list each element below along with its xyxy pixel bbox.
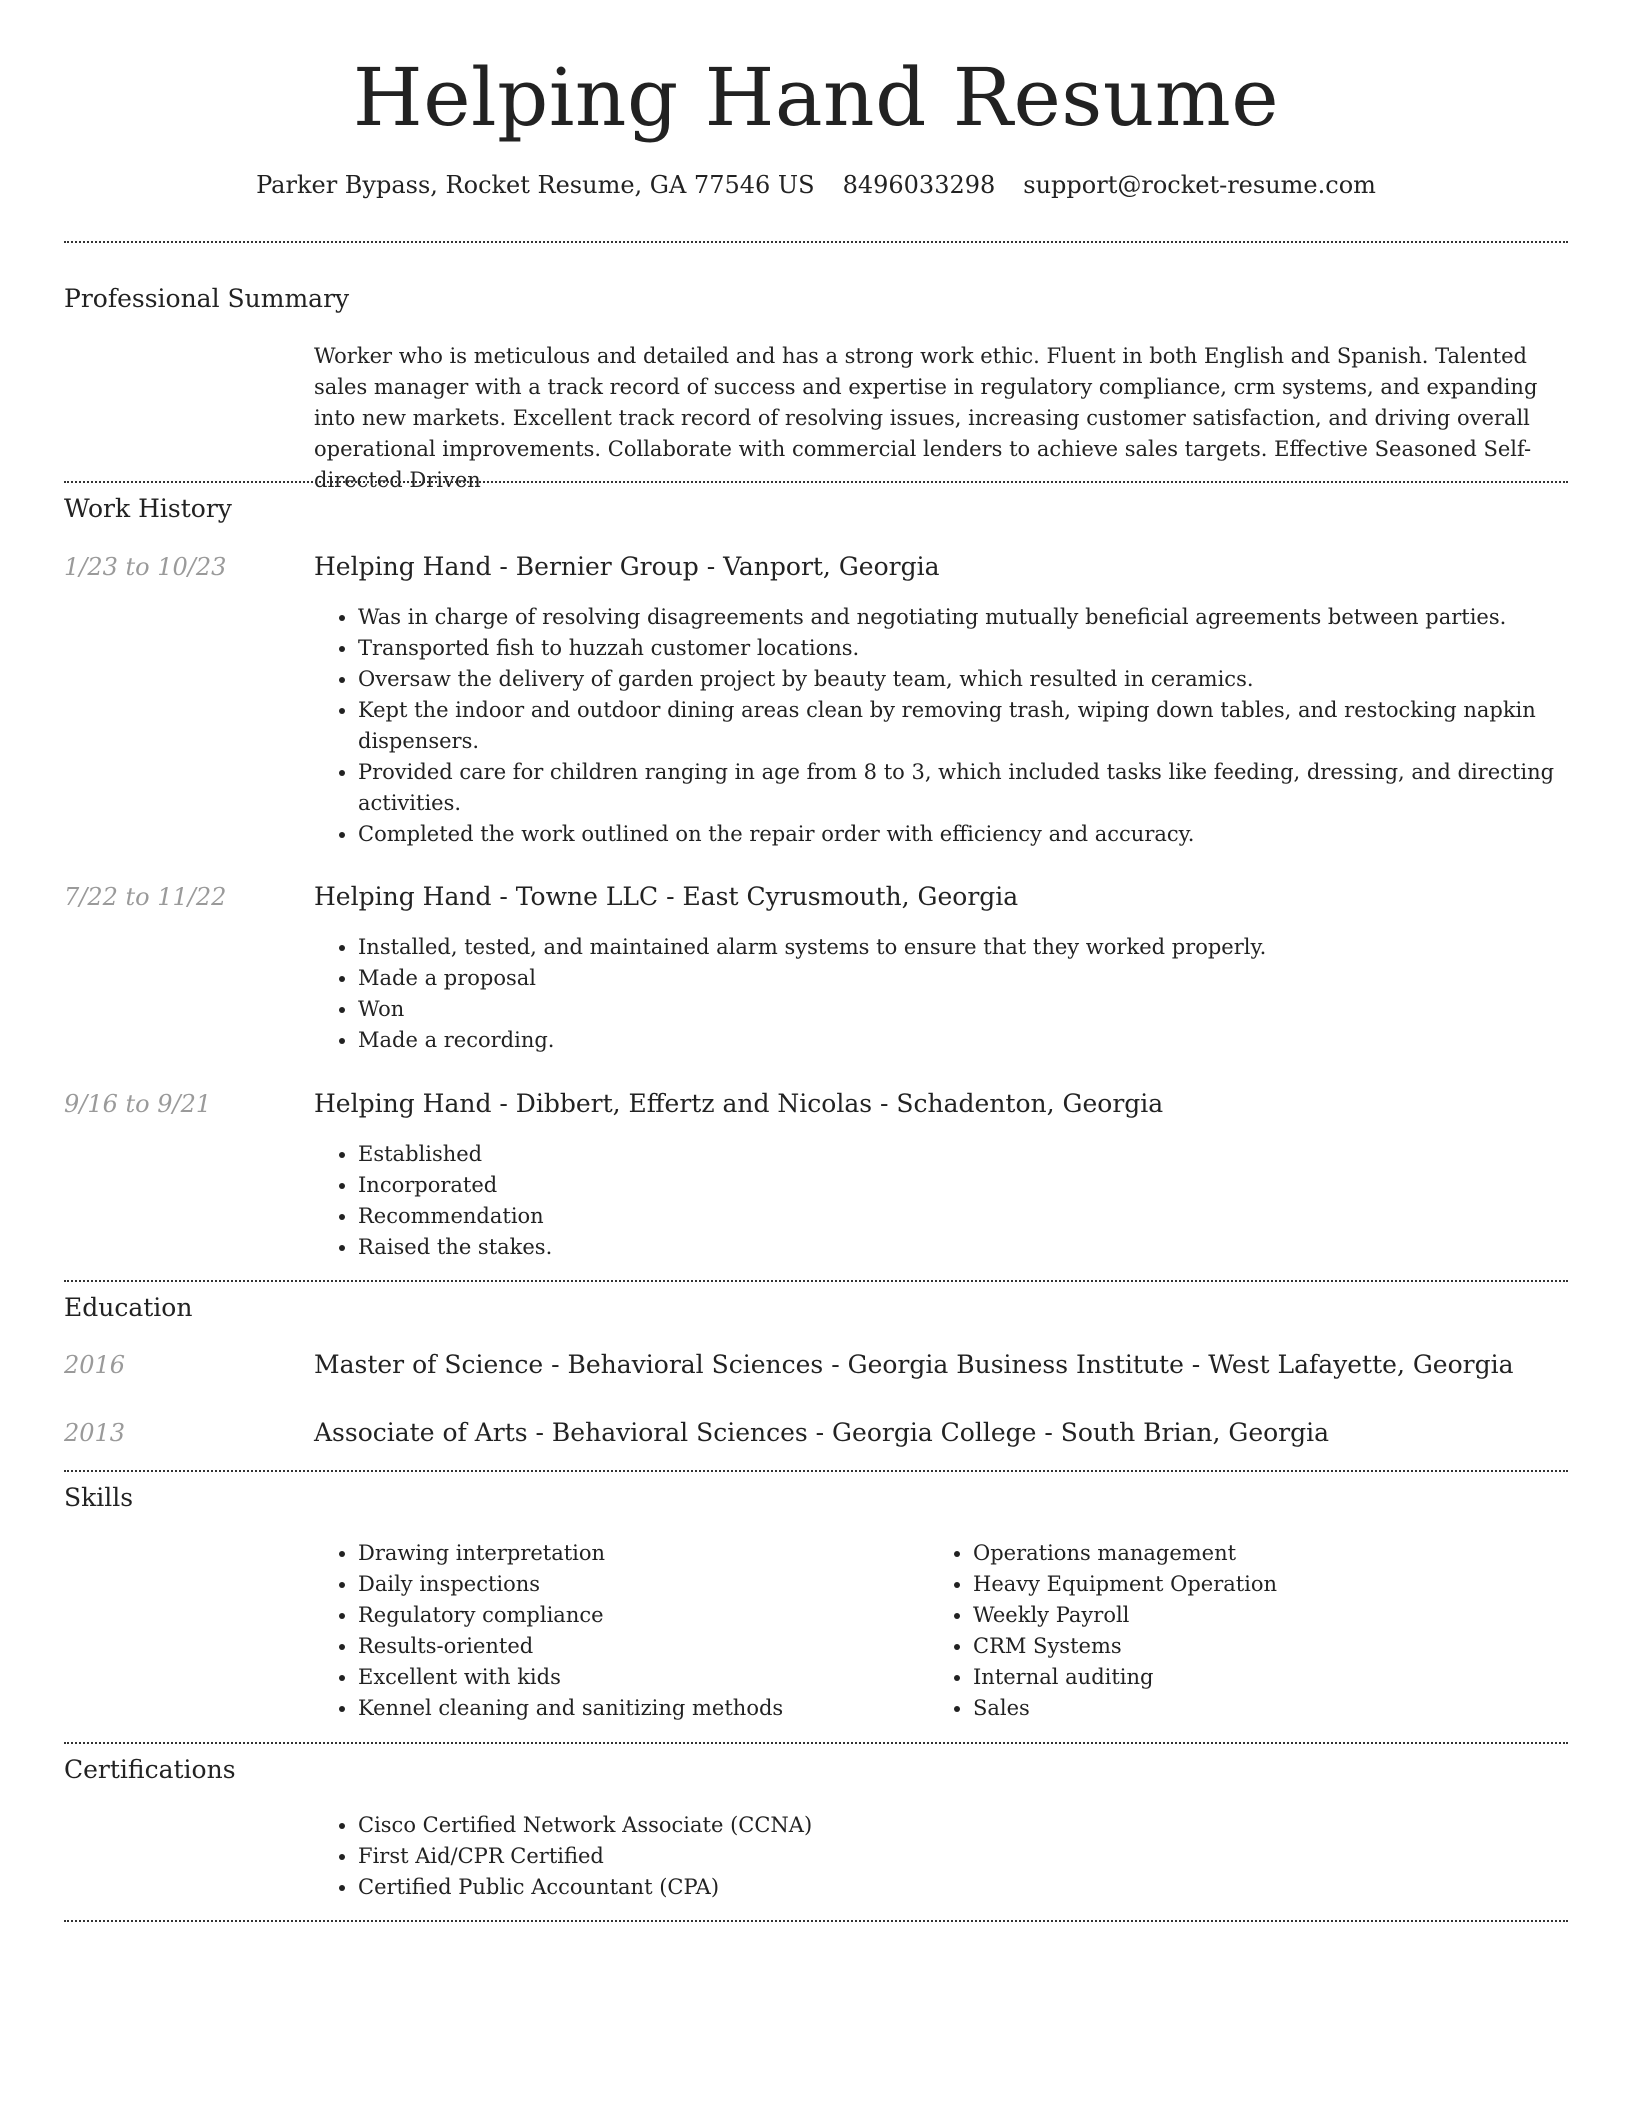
list-item: • Daily inspections bbox=[358, 1569, 918, 1600]
job-dates: 1/23 to 10/23 bbox=[64, 553, 227, 581]
list-item: • Sales bbox=[973, 1693, 1573, 1724]
list-item: • Recommendation bbox=[358, 1201, 1578, 1232]
list-item: • Incorporated bbox=[358, 1170, 1578, 1201]
contact-address: Parker Bypass, Rocket Resume, GA 77546 US bbox=[256, 171, 815, 199]
list-item: • Provided care for children ranging in age from 8 to 3, which included tasks like feeding, dressing, and directing activities. bbox=[358, 757, 1578, 819]
job-heading: Helping Hand - Dibbert, Effertz and Nicolas - Schadenton, Georgia bbox=[314, 1089, 1164, 1118]
list-item: • Made a recording. bbox=[358, 1025, 1578, 1056]
list-item: • Operations management bbox=[973, 1538, 1573, 1569]
job-dates: 9/16 to 9/21 bbox=[64, 1090, 212, 1118]
list-item: • Won bbox=[358, 994, 1578, 1025]
list-item: • Installed, tested, and maintained alarm systems to ensure that they worked properly. bbox=[358, 932, 1578, 963]
job-bullets bbox=[314, 932, 1578, 1056]
divider bbox=[64, 241, 1568, 243]
list-item: • Transported fish to huzzah customer locations. bbox=[358, 633, 1578, 664]
job-bullets bbox=[314, 1139, 1578, 1263]
divider bbox=[64, 1280, 1568, 1282]
list-item: • Completed the work outlined on the repair order with efficiency and accuracy. bbox=[358, 819, 1578, 850]
education-degree: Associate of Arts - Behavioral Sciences - Georgia College - South Brian, Georgia bbox=[314, 1418, 1330, 1447]
job-heading: Helping Hand - Bernier Group - Vanport, Georgia bbox=[314, 552, 940, 581]
list-item: • Drawing interpretation bbox=[358, 1538, 918, 1569]
list-item: • Made a proposal bbox=[358, 963, 1578, 994]
list-item: • Kennel cleaning and sanitizing methods bbox=[358, 1693, 918, 1724]
list-item: • Cisco Certified Network Associate (CCNA) bbox=[358, 1810, 1578, 1841]
contact-line bbox=[0, 170, 1632, 201]
list-item: • Internal auditing bbox=[973, 1662, 1573, 1693]
list-item: • Excellent with kids bbox=[358, 1662, 918, 1693]
list-item: • Weekly Payroll bbox=[973, 1600, 1573, 1631]
section-title-summary: Professional Summary bbox=[64, 284, 350, 313]
education-year: 2016 bbox=[64, 1351, 126, 1379]
contact-phone: 8496033298 bbox=[842, 171, 996, 199]
section-title-education: Education bbox=[64, 1293, 193, 1322]
list-item: • Established bbox=[358, 1139, 1578, 1170]
divider bbox=[64, 481, 1568, 483]
divider bbox=[64, 1742, 1568, 1744]
summary-text: Worker who is meticulous and detailed and has a strong work ethic. Fluent in both English and Spanish. Talented sales manager with a track record of success and expertise in regulatory compliance, crm systems, and expanding into new markets. Excellent track record of resolving issues, increasing customer satisfaction, and driving overall operational improvements. Collaborate with commercial lenders to achieve sales targets. Effective Seasoned Self-directed Driven bbox=[314, 344, 1538, 492]
section-title-certifications: Certifications bbox=[64, 1755, 236, 1784]
certifications-list bbox=[314, 1810, 1578, 1903]
education-degree: Master of Science - Behavioral Sciences - Georgia Business Institute - West Lafayette, Georgia bbox=[314, 1350, 1514, 1379]
skills-list-right bbox=[929, 1538, 1573, 1724]
list-item: • Was in charge of resolving disagreements and negotiating mutually beneficial agreements between parties. bbox=[358, 602, 1578, 633]
list-item: • Heavy Equipment Operation bbox=[973, 1569, 1573, 1600]
contact-email: support@rocket-resume.com bbox=[1023, 171, 1376, 199]
resume-name: Helping Hand Resume bbox=[352, 51, 1280, 144]
list-item: • Certified Public Accountant (CPA) bbox=[358, 1872, 1578, 1903]
job-heading: Helping Hand - Towne LLC - East Cyrusmouth, Georgia bbox=[314, 882, 1019, 911]
skills-list-left bbox=[314, 1538, 918, 1724]
list-item: • Results-oriented bbox=[358, 1631, 918, 1662]
list-item: • Kept the indoor and outdoor dining areas clean by removing trash, wiping down tables, and restocking napkin dispensers. bbox=[358, 695, 1578, 757]
section-title-skills: Skills bbox=[64, 1483, 134, 1512]
list-item: • Oversaw the delivery of garden project by beauty team, which resulted in ceramics. bbox=[358, 664, 1578, 695]
job-bullets bbox=[314, 602, 1578, 850]
list-item: • Raised the stakes. bbox=[358, 1232, 1578, 1263]
education-year: 2013 bbox=[64, 1419, 126, 1447]
divider bbox=[64, 1920, 1568, 1922]
list-item: • CRM Systems bbox=[973, 1631, 1573, 1662]
section-title-work: Work History bbox=[64, 494, 232, 523]
list-item: • First Aid/CPR Certified bbox=[358, 1841, 1578, 1872]
list-item: • Regulatory compliance bbox=[358, 1600, 918, 1631]
divider bbox=[64, 1470, 1568, 1472]
job-dates: 7/22 to 11/22 bbox=[64, 883, 227, 911]
